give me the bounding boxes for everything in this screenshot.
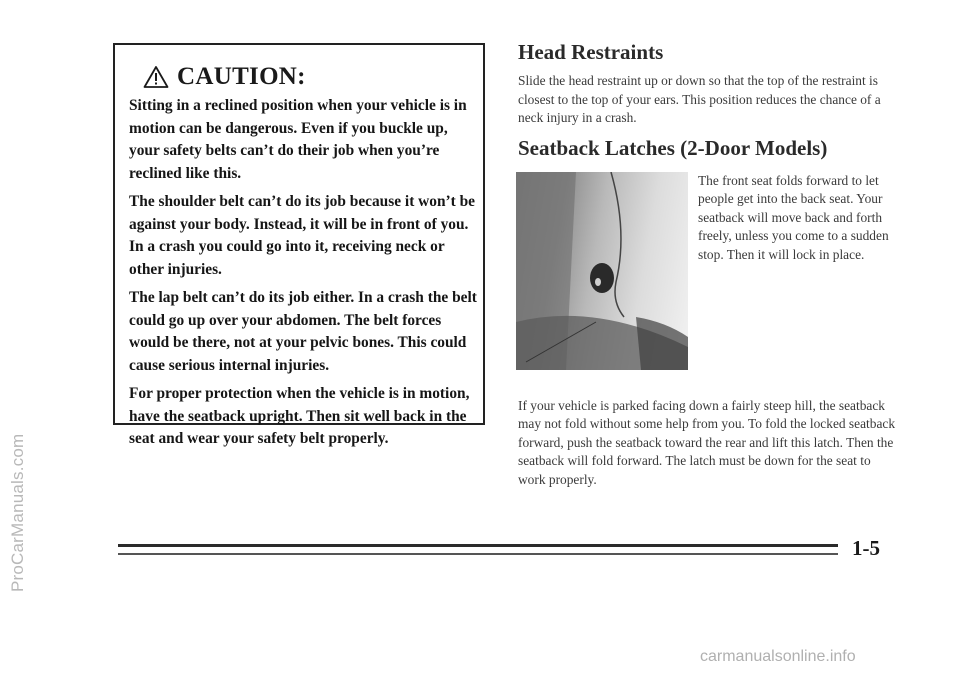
head-restraints-text: Slide the head restraint up or down so that the top of the restraint is closest to the top of your ears. This position reduces the chance of a neck injury in a crash. bbox=[518, 73, 881, 125]
caution-paragraph: For proper protection when the vehicle is in motion, have the seatback upright. Then sit well back in the seat and wear your safety belt properly. bbox=[129, 385, 470, 447]
seatback-latches-heading: Seatback Latches (2-Door Models) bbox=[518, 136, 828, 160]
footer-rule bbox=[118, 544, 838, 547]
caution-header bbox=[143, 63, 306, 91]
latch-knob bbox=[590, 263, 614, 293]
caution-paragraph: The lap belt can’t do its job either. In a crash the belt could go up over your abdomen. The belt forces would be there, not at your pelvic bones. This could cause serious internal injuries. bbox=[129, 289, 477, 374]
side-watermark-text: ProCarManuals.com bbox=[8, 433, 27, 592]
caution-title: CAUTION: bbox=[177, 63, 306, 90]
side-watermark bbox=[2, 40, 30, 680]
seat-illustration bbox=[516, 172, 688, 370]
bottom-watermark: carmanualsonline.info bbox=[700, 648, 856, 665]
head-restraints-heading: Head Restraints bbox=[518, 40, 664, 64]
caution-box bbox=[113, 43, 485, 447]
caution-paragraph: The shoulder belt can’t do its job because it won’t be against your body. Instead, it will be in front of you. In a crash you could go into it, receiving neck or other injuries. bbox=[129, 193, 476, 278]
seatback-latch-photo bbox=[516, 172, 688, 370]
parked-hill-text: If your vehicle is parked facing down a fairly steep hill, the seatback may not fold without some help from you. To fold the locked seatback forward, push the seatback toward the rear and lift this latch. Then the seatback will fold forward. The latch must be down for the seat to work properly. bbox=[518, 398, 896, 487]
page-number: 1-5 bbox=[852, 536, 880, 560]
warning-triangle-icon bbox=[143, 65, 169, 89]
footer-rule bbox=[118, 553, 838, 555]
seatback-latch-text: The front seat folds forward to let people get into the back seat. Your seatback will move back and forth freely, unless you come to a sudden stop. Then it will lock in place. bbox=[698, 173, 889, 262]
caution-body bbox=[129, 95, 479, 457]
caution-paragraph: Sitting in a reclined position when your vehicle is in motion can be dangerous. Even if you buckle up, your safety belts can’t do their job when you’re reclined like this. bbox=[129, 97, 467, 182]
